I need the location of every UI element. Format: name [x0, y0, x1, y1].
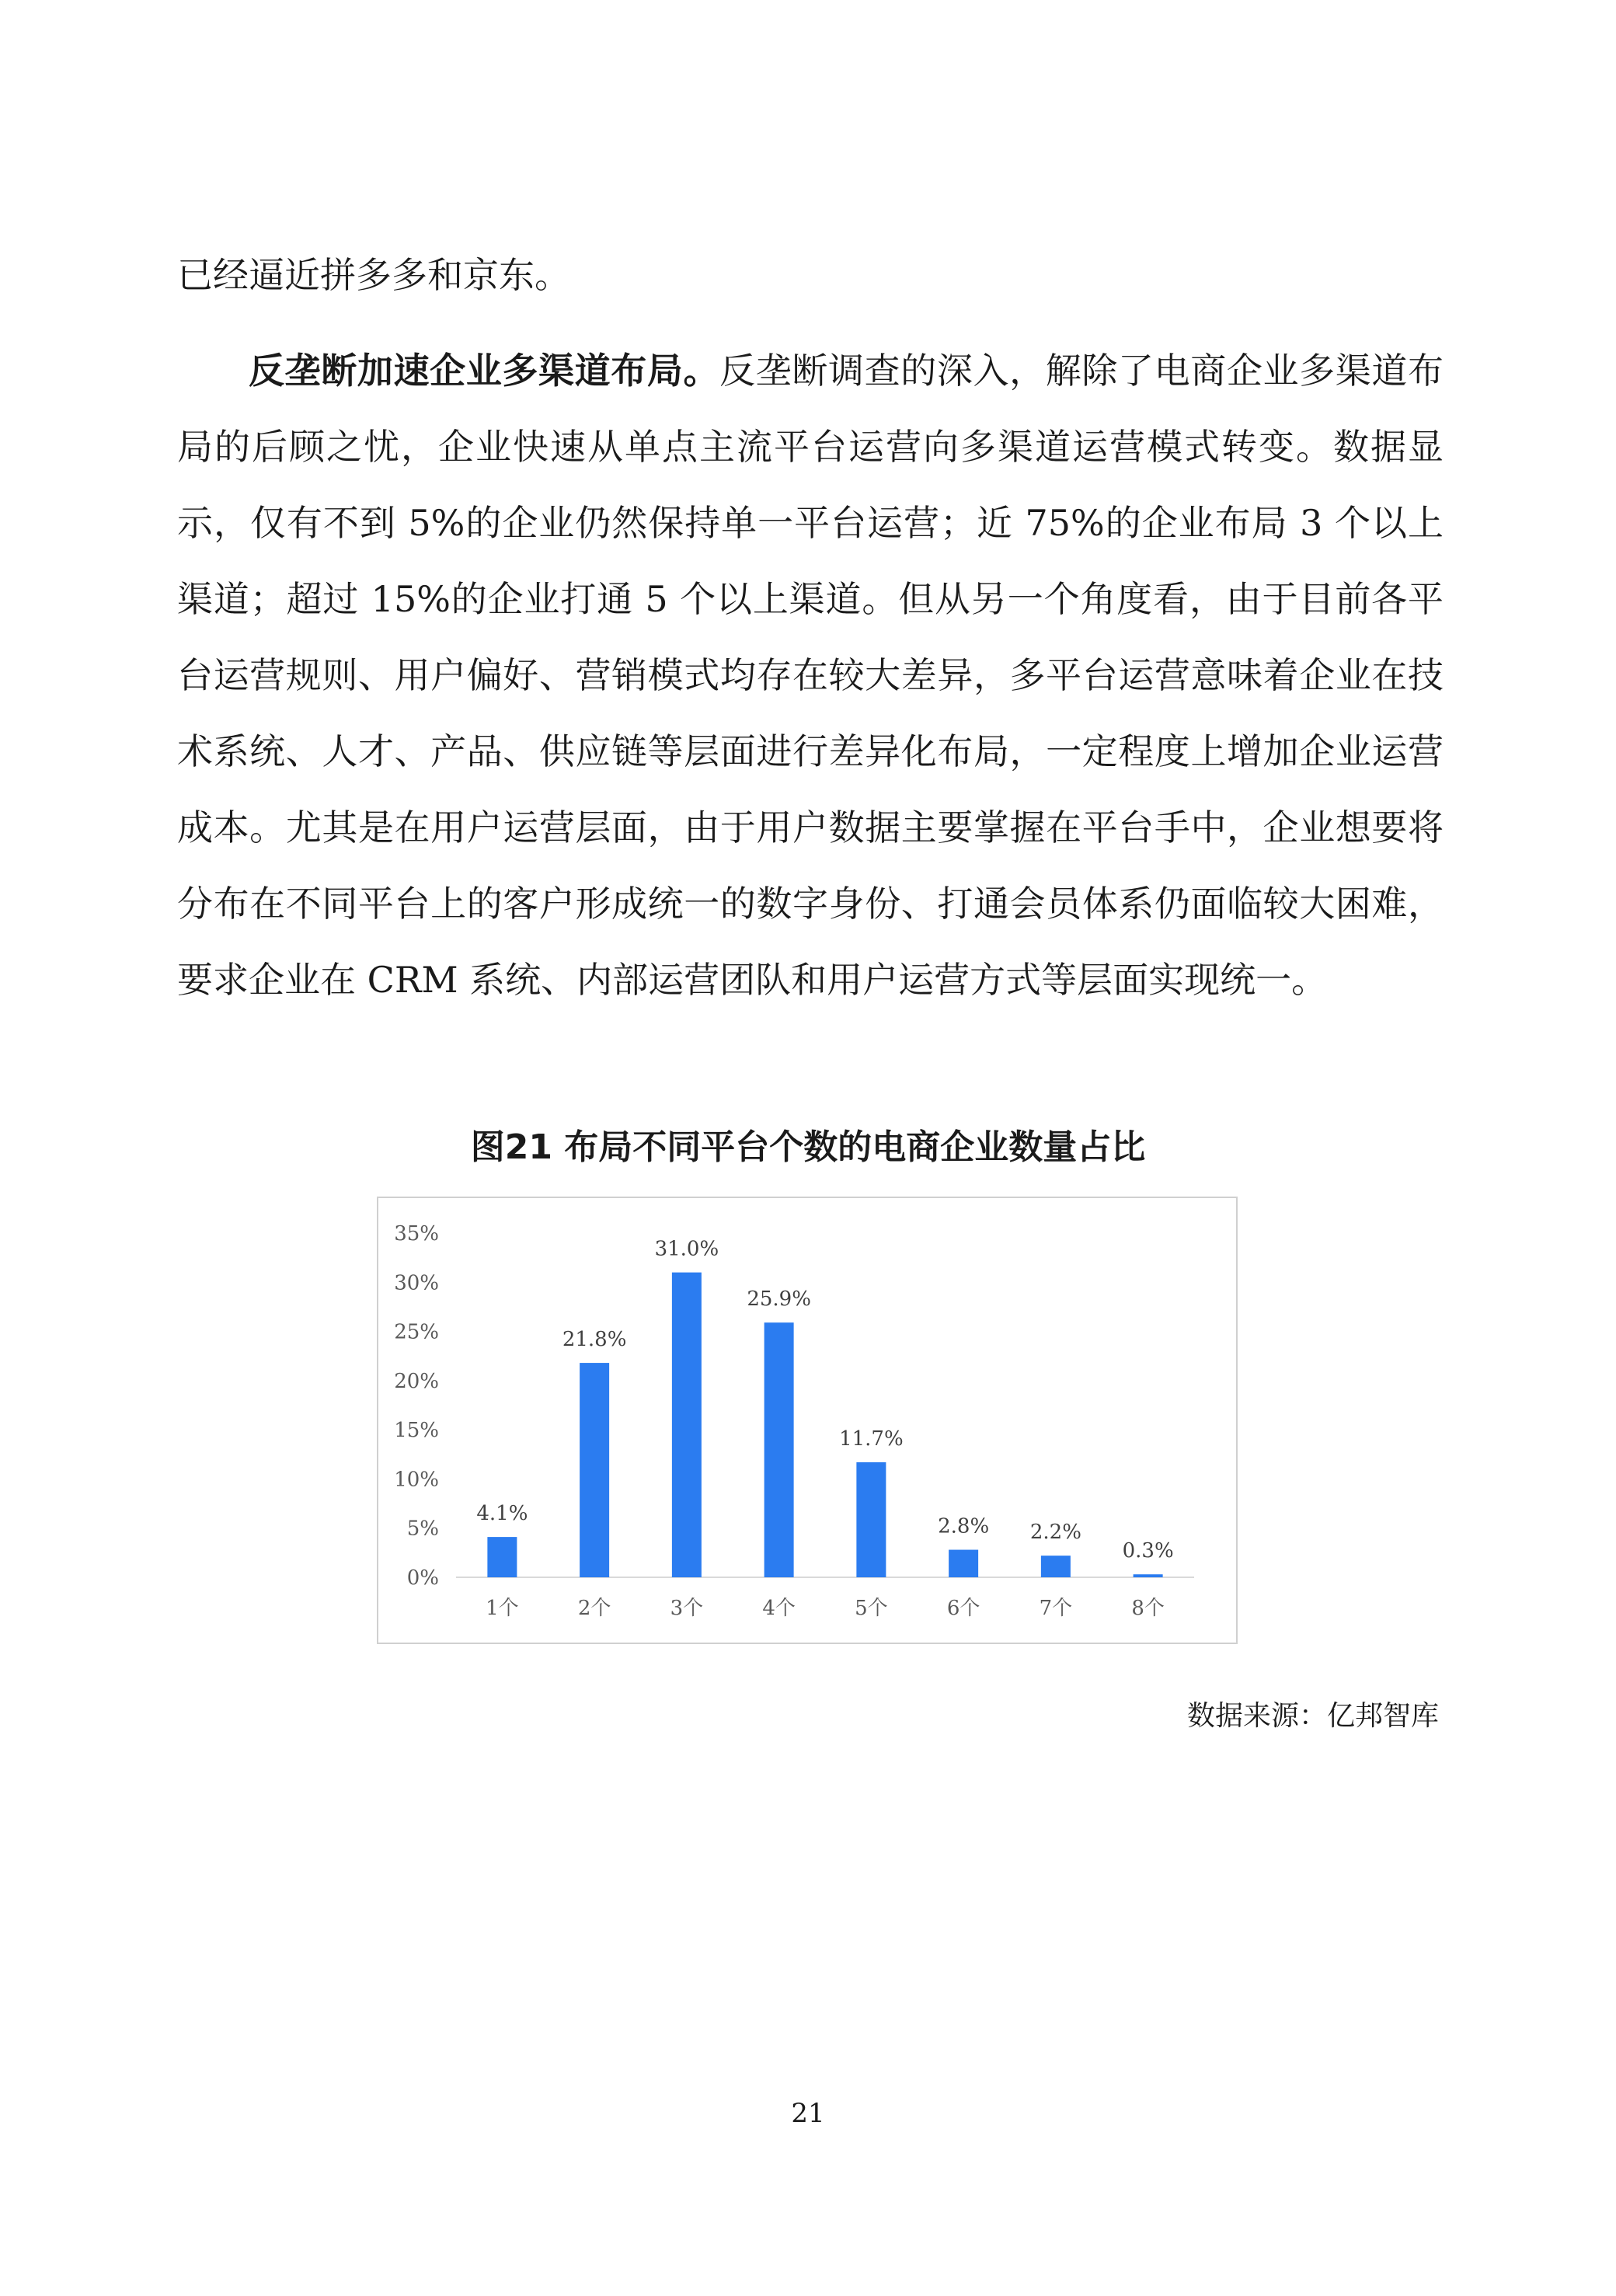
data-label: 2.2% [1029, 1521, 1081, 1545]
y-tick-label: 0% [406, 1566, 439, 1590]
data-label: 25.9% [747, 1287, 811, 1312]
bar [1041, 1556, 1071, 1577]
x-tick-label: 1个 [486, 1597, 519, 1620]
bar [672, 1273, 702, 1577]
page-number: 21 [791, 2098, 825, 2129]
x-tick-label: 6个 [946, 1597, 980, 1620]
paragraph-body-text: 反垄断调查的深入，解除了电商企业多渠道布局的后顾之忧，企业快速从单点主流平台运营向多渠道运营模式转变。数据显示，仅有不到 5%的企业仍然保持单一平台运营；近 75%的企业布局 3 个以上渠道；超过 15%的企业打通 5 个以上渠道。但从另一个角度看，由于目前各平台运营规则、用户偏好、营销模式均存在较大差异，多平台运营意味着企业在技术系统、人才、产品、供应链等层面进行差异化布局，一定程度上增加企业运营成本。尤其是在用户运营层面，由于用户数据主要掌握在平台手中，企业想要将分布在不同平台上的客户形成统一的数字身份、打通会员体系仍面临较大困难，要求企业在 CRM 系统、内部运营团队和用户运营方式等层面实现统一。 [177, 350, 1444, 1001]
y-tick-label: 25% [394, 1320, 439, 1344]
bar [856, 1462, 886, 1577]
x-tick-label: 4个 [762, 1597, 796, 1620]
y-tick-label: 10% [394, 1468, 439, 1492]
data-label: 2.8% [938, 1514, 990, 1538]
paragraph-continuation: 已经逼近拼多多和京东。 [177, 254, 570, 296]
x-tick-label: 7个 [1039, 1597, 1073, 1620]
data-source: 数据来源：亿邦智库 [1186, 1700, 1439, 1732]
bar-chart [377, 1197, 1238, 1644]
y-tick-label: 30% [394, 1271, 439, 1295]
data-label: 4.1% [476, 1502, 528, 1526]
bar [1134, 1574, 1163, 1577]
y-tick-label: 20% [394, 1369, 439, 1393]
x-tick-label: 5个 [855, 1597, 888, 1620]
x-tick-label: 2个 [577, 1597, 611, 1620]
data-label: 11.7% [839, 1427, 904, 1451]
paragraph-lead-heading: 反垄断加速企业多渠道布局。 [249, 350, 720, 392]
bar [487, 1537, 517, 1577]
bar [764, 1322, 794, 1577]
y-tick-label: 5% [406, 1517, 439, 1541]
x-tick-label: 8个 [1131, 1597, 1165, 1620]
bar [580, 1363, 609, 1577]
paragraph-antitrust [177, 333, 1444, 1018]
figure-title: 图21 布局不同平台个数的电商企业数量占比 [470, 1127, 1146, 1167]
bar [949, 1550, 978, 1577]
y-tick-label: 35% [394, 1222, 439, 1246]
data-label: 0.3% [1122, 1539, 1174, 1563]
x-tick-label: 3个 [670, 1597, 704, 1620]
y-tick-label: 15% [394, 1419, 439, 1443]
chart-canvas [378, 1198, 1236, 1643]
data-label: 31.0% [654, 1237, 719, 1261]
data-label: 21.8% [562, 1328, 627, 1352]
